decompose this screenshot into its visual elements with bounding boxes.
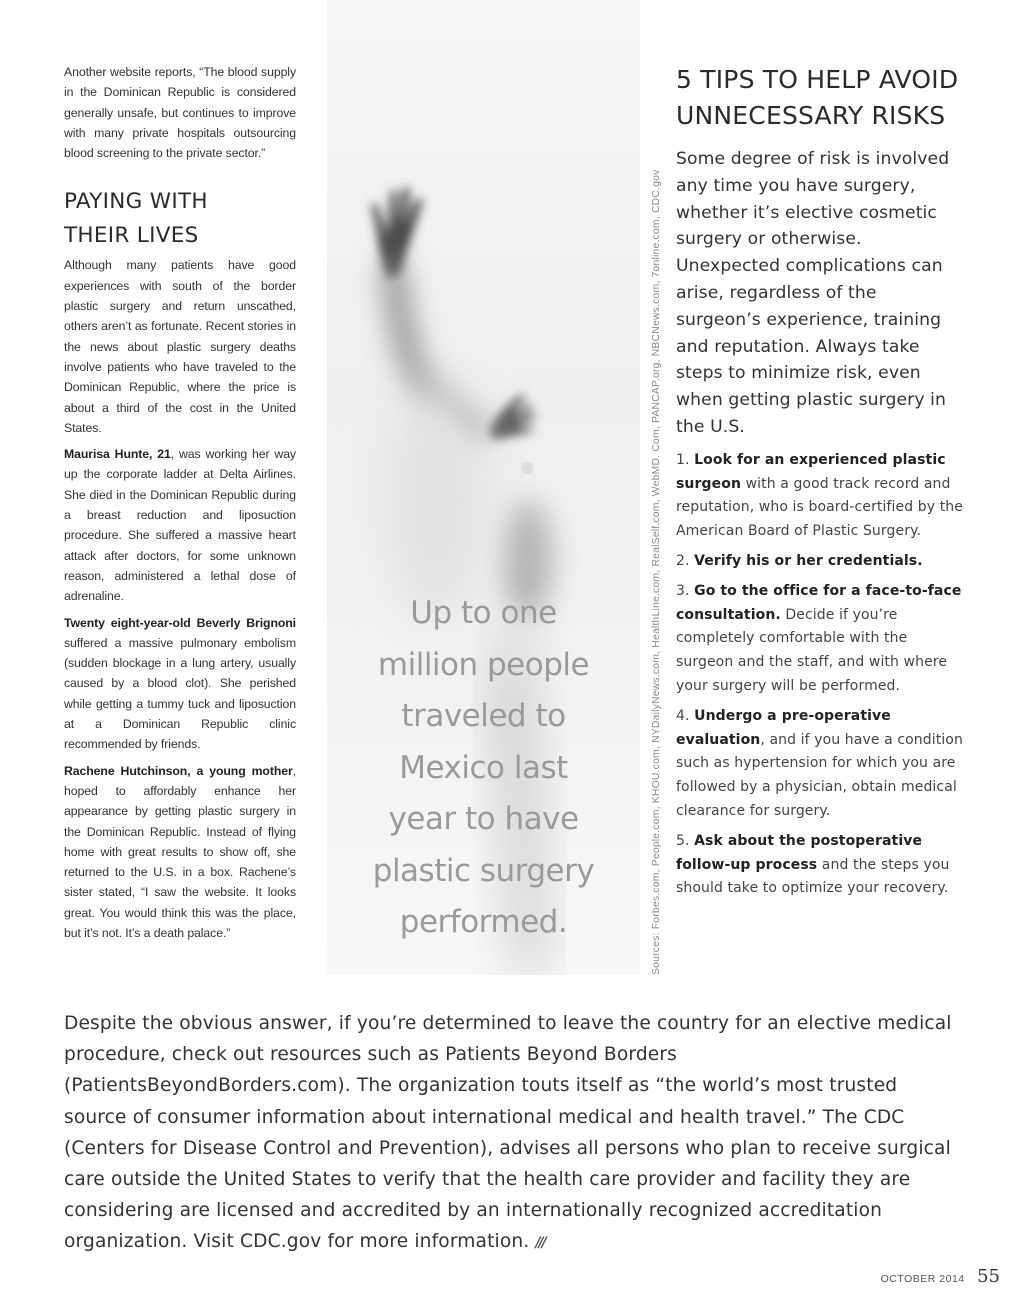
tip-item	[676, 550, 966, 574]
tip-title: Go to the office for a face-to-face consultation.	[676, 582, 962, 623]
quote-line: year to have	[388, 801, 579, 837]
issue-date: OCTOBER 2014	[880, 1273, 965, 1285]
shadow-figure-photo	[327, 0, 640, 975]
tip-title: Ask about the postoperative follow-up process	[676, 832, 923, 873]
tips-intro: Some degree of risk is involved any time you have surgery, whether it’s elective cosmetic surgery or otherwise. Unexpected complications can arise, regardless of the surgeon’s experience, training and reputation. Always take steps to minimize risk, even when getting plastic surgery in the U.S.	[676, 149, 950, 437]
tips-heading-line-2: UNNECESSARY RISKS	[676, 101, 946, 130]
story-rachene-name: Rachene Hutchinson, a young mother	[64, 763, 293, 778]
quote-line: Mexico last	[399, 749, 568, 786]
tip-item	[676, 580, 966, 699]
tip-text: Decide if you’re completely comfortable with the surgeon and the staff, and with where your surgery will be performed.	[676, 606, 948, 694]
end-mark: ///	[535, 1235, 545, 1252]
tip-number: 3.	[676, 582, 695, 599]
second-hand-shape	[489, 394, 536, 439]
story-maurisa	[64, 444, 296, 606]
page-footer	[881, 1266, 1000, 1287]
tip-text: with a good track record and reputation, who is board-certified by the American Board of Plastic Surgery.	[676, 475, 963, 540]
quote-line: plastic surgery	[372, 852, 595, 889]
page-number: 55	[977, 1266, 1000, 1287]
tip-title: Undergo a pre-operative evaluation	[676, 707, 891, 748]
pull-quote	[327, 588, 640, 949]
tip-text: and the steps you should take to optimize your recovery.	[676, 856, 950, 897]
story-rachene	[64, 761, 296, 944]
closing-paragraph	[64, 1008, 964, 1260]
paying-paragraph: Although many patients have good experiences with south of the border plastic surgery and return unscathed, others aren’t as fortunate. Recent stories in the news about plastic surgery deaths involve patients who have traveled to the Dominican Republic, where the price is about a third of the cost in the United States.	[64, 258, 296, 435]
tip-item	[676, 449, 966, 544]
tip-title: Verify his or her credentials.	[694, 552, 923, 569]
torso-haze	[387, 380, 487, 620]
heading-line-1: PAYING WITH	[64, 189, 208, 215]
quote-line: performed.	[399, 904, 568, 940]
quote-line: Up to one	[410, 595, 557, 631]
heading-line-2: THEIR LIVES	[64, 223, 199, 249]
story-beverly-text: suffered a massive pulmonary embolism (sudden blockage in a lung artery, usually caused by a blood clot). She perished while getting a tummy tuck and liposuction at a Dominican Republic clinic recommended by friends.	[64, 635, 296, 752]
dot-shadow	[524, 465, 530, 471]
story-beverly-name: Twenty eight-year-old Beverly Brignoni	[64, 615, 296, 630]
tip-item	[676, 830, 966, 901]
tip-number: 1.	[676, 451, 695, 468]
tips-heading-line-1: 5 TIPS TO HELP AVOID	[676, 65, 959, 94]
tips-heading	[676, 62, 966, 134]
left-column	[64, 62, 296, 949]
story-rachene-text: , hoped to affordably enhance her appearance by getting plastic surgery in the Dominican Republic. Instead of flying home with great results to show off, she returned to the U.S. in a box. Rachene’s sister stated, “I saw the website. It looks great. You would think this was the place, but it’s not. It’s a death palace.”	[64, 763, 296, 940]
story-beverly	[64, 613, 296, 755]
story-maurisa-text: , was working her way up the corporate ladder at Delta Airlines. She died in the Dominican Republic during a breast reduction and liposuction procedure. She suffered a massive heart attack after doctors, for some unknown reason, administered a lethal dose of adrenaline.	[64, 447, 296, 604]
quote-line: million people	[377, 646, 590, 683]
right-column	[676, 62, 966, 907]
tip-item	[676, 705, 966, 824]
story-maurisa-name: Maurisa Hunte, 21	[64, 447, 171, 462]
tip-title: Look for an experienced plastic surgeon	[676, 451, 946, 492]
tip-text: , and if you have a condition such as hypertension for which you are followed by a physician, obtain medical clearance for surgery.	[676, 731, 963, 819]
closing-text: Despite the obvious answer, if you’re determined to leave the country for an elective medical procedure, check out resources such as Patients Beyond Borders (PatientsBeyondBorders.com). The organization touts itself as “the world’s most trusted source of consumer information about international medical and health travel.” The CDC (Centers for Disease Control and Prevention), advises all persons who plan to receive surgical care outside the United States to verify that the health care provider and facility they are considering are licensed and accredited by an internationally recognized accreditation organization. Visit CDC.gov for more information.	[64, 1013, 952, 1253]
tip-number: 4.	[676, 707, 695, 724]
quote-line: traveled to	[401, 698, 566, 734]
section-heading-paying	[64, 185, 296, 253]
tip-number: 5.	[676, 832, 695, 849]
tip-number: 2.	[676, 552, 695, 569]
sources-credit: Sources: Forbes.com, People.com, KHOU.com, NYDailyNews.com, HealthLine.com, RealSelf.com, WebMD. Com, PANCAP.org, NBCNews.com, 7online.com, CDC.gov	[651, 169, 662, 975]
intro-paragraph: Another website reports, “The blood supply in the Dominican Republic is considered generally unsafe, but continues to improve with many private hospitals outsourcing blood screening to the private sector.”	[64, 65, 296, 161]
